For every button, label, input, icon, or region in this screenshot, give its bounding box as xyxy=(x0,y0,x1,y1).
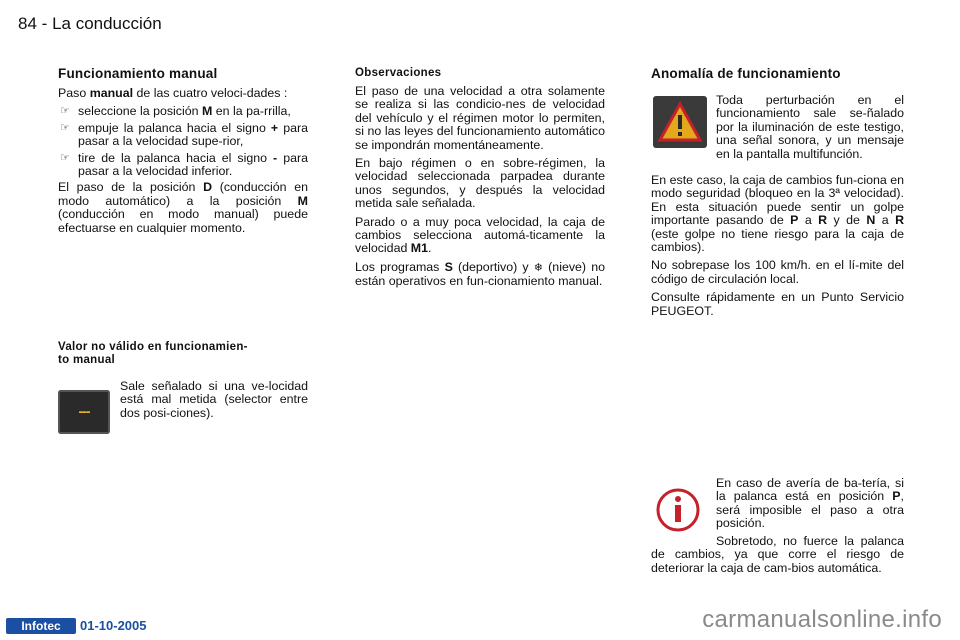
list-item: ☞ tire de la palanca hacia el signo - para pasar a la velocidad inferior. xyxy=(60,150,309,179)
pointing-hand-icon: ☞ xyxy=(60,105,70,118)
battery-info-text xyxy=(716,477,904,536)
observations-p4: Los programas S (deportivo) y ❄ (nieve) no están operativos en fun-cionamiento manual. xyxy=(355,259,606,289)
list-item: ☞ seleccione la posición M en la pa-rrilla, xyxy=(60,104,291,119)
manual-switch-paragraph: El paso de la posición D (conducción en modo automático) a la posición M (conducción en modo manual) puede efectuarse en cualquier momento. xyxy=(58,180,308,235)
observations-p3: Parado o a muy poca velocidad, la caja de cambios selecciona automá-ticamente la velocidad M1. xyxy=(355,214,605,256)
gear-display-icon xyxy=(58,390,110,434)
infotec-logo: Infotec xyxy=(6,618,76,634)
malfunction-p2: No sobrepase los 100 km/h. en el lí-mite del código de circulación local. xyxy=(651,258,904,286)
footer-date: 01-10-2005 xyxy=(80,618,147,633)
warning-triangle-icon xyxy=(653,96,707,148)
header-separator: - xyxy=(41,14,48,33)
battery-info-p1: En caso de avería de ba-tería, si la palanca está en posición P, será imposible el paso a otra posición. xyxy=(716,476,904,531)
observations-p2: En bajo régimen o en sobre-régimen, la velocidad seleccionada parpadea durante unos segundos, y después la velocidad metida sale señalada. xyxy=(355,156,605,211)
display-dashes: --- xyxy=(78,403,90,419)
manual-mode-title: Funcionamiento manual xyxy=(58,66,218,81)
malfunction-body xyxy=(651,174,904,323)
malfunction-p1: En este caso, la caja de cambios fun-ciona en modo seguridad (bloqueo en la 3ª velocidad). En esta situación puede sentir un golpe importante pasando de P a R y de N a R (este golpe no tiene riesgo para la caja de cambios). xyxy=(651,173,905,255)
observations-p1: El paso de una velocidad a otra solamente se realiza si las condicio-nes de velocidad del vehículo y el régimen motor lo permiten, si no las leyes del funcionamiento automático se impondrán momentáneamente. xyxy=(355,84,605,152)
section-title: La conducción xyxy=(52,14,162,33)
page-number: 84 xyxy=(18,14,37,33)
invalid-gear-text: Sale señalado si una ve-locidad está mal metida (selector entre dos posi-ciones). xyxy=(120,379,308,420)
observations-body xyxy=(355,85,605,294)
manual-mode-body xyxy=(58,87,308,240)
pointing-hand-icon: ☞ xyxy=(60,121,70,134)
malfunction-title: Anomalía de funcionamiento xyxy=(651,66,841,81)
manual-intro: Paso manual de las cuatro veloci-dades : xyxy=(58,86,288,100)
malfunction-p3: Consulte rápidamente en un Punto Servicio PEUGEOT. xyxy=(651,290,904,318)
warning-light-icon xyxy=(653,96,707,148)
warning-text: Toda perturbación en el funcionamiento sale se-ñalado por la iluminación de este testigo, una señal sonora, y un mensaje en la pantalla multifunción. xyxy=(716,93,904,161)
invalid-gear-title: Valor no válido en funcionamien- to manual xyxy=(58,341,248,366)
pointing-hand-icon: ☞ xyxy=(60,151,70,164)
observations-title: Observaciones xyxy=(355,67,442,79)
watermark: carmanualsonline.info xyxy=(702,606,942,633)
info-icon xyxy=(655,487,701,533)
page-header xyxy=(18,14,162,34)
list-item: ☞ empuje la palanca hacia el signo + para pasar a la velocidad supe-rior, xyxy=(60,120,308,149)
snow-icon: ❄ xyxy=(533,261,543,274)
battery-info-p2: Sobretodo, no fuerce la palanca de cambios, ya que corre el riesgo de deteriorar la caja de cam-bios automática. xyxy=(651,534,904,575)
